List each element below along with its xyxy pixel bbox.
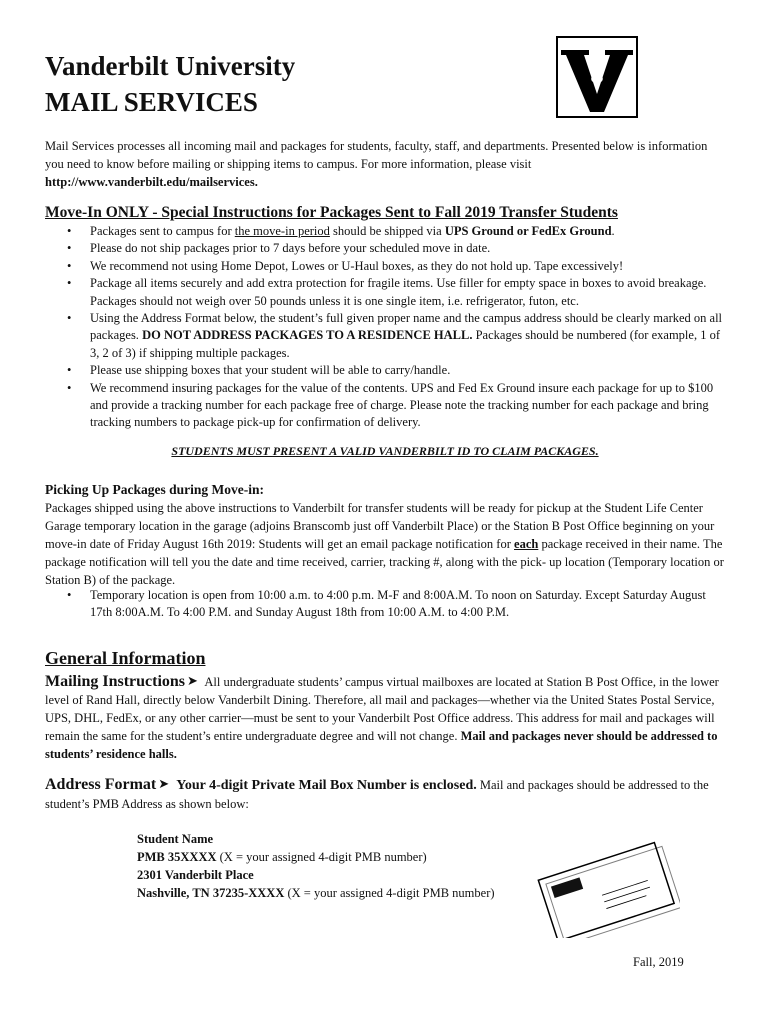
addr-pmb: PMB 35XXXX <box>137 850 217 864</box>
list-item: • Please do not ship packages prior to 7 days before your scheduled move in date. <box>45 240 725 257</box>
b1-bold: UPS Ground or FedEx Ground <box>444 224 612 238</box>
pickup-post: package received in their name. The package notification will tell you the date and time received, carrier, tracking #, along with the pick- up location (Temporary location or Station B) of the package. <box>45 537 724 587</box>
list-item: • We recommend not using Home Depot, Lowes or U-Haul boxes, as they do not hold up. Tape excessively! <box>45 258 725 275</box>
vanderbilt-v-logo-icon <box>556 36 638 118</box>
move-in-list <box>45 223 725 432</box>
addr-name: Student Name <box>137 832 214 846</box>
move-in-heading: Move-In ONLY - Special Instructions for Packages Sent to Fall 2019 Transfer Students <box>45 204 618 221</box>
list-item: • Temporary location is open from 10:00 a.m. to 4:00 p.m. M-F and 8:00A.M. To noon on Saturday. Except Saturday August 17th 8:00A.M. To 4:00 P.M. and Sunday August 18th from 10:00 A.M. to 4:00 P.M. <box>45 587 725 622</box>
b1-underline: the move-in period <box>234 224 330 238</box>
footer-date: Fall, 2019 <box>633 955 684 969</box>
address-block <box>137 830 495 902</box>
addr-city-note: (X = your assigned 4-digit PMB number) <box>284 886 495 900</box>
page-subtitle: MAIL SERVICES <box>45 87 258 117</box>
list-item: • Please use shipping boxes that your student will be able to carry/handle. <box>45 362 725 379</box>
mailing-heading: Mailing Instructions <box>45 673 186 690</box>
addr-city: Nashville, TN 37235-XXXX <box>137 886 285 900</box>
page-title: Vanderbilt University <box>45 51 296 81</box>
mail-services-link[interactable]: http://www.vanderbilt.edu/mailservices <box>45 175 255 189</box>
mailing-bold: Mail and packages never should be addressed to students’ residence halls. <box>45 729 718 761</box>
pickup-pre: Packages shipped using the above instructions to Vanderbilt for transfer students will be ready for pickup at the Student Life Center Garage temporary location in the garage (adjoins Branscomb just off Vanderbilt Place) or the Station B Post Office beginning on your move-in date of Friday August 16th 2019: Students will get an email package notification for <box>45 501 715 551</box>
b1-mid: should be shipped via <box>329 224 445 238</box>
b5-pre: Using the Address Format below, the student’s full given proper name and the campus address should be clearly marked on all packages. <box>90 311 723 343</box>
list-item: • We recommend insuring packages for the value of the contents. UPS and Fed Ex Ground insure each package for up to $100 and provide a tracking number for each package free of charge. Please note the tracking number for each package and bring tracking numbers to package pick-up for confirmation of delivery. <box>45 380 725 432</box>
address-text: Mail and packages should be addressed to the student’s PMB Address as shown below: <box>45 778 709 811</box>
arrow-right-icon: ➤ <box>187 673 198 688</box>
id-notice: STUDENTS MUST PRESENT A VALID VANDERBILT ID TO CLAIM PACKAGES. <box>171 444 599 458</box>
pickup-list <box>45 587 725 622</box>
intro-text: Mail Services processes all incoming mail and packages for students, faculty, staff, and departments. Presented below is information you need to know before mailing or shipping items to campus. For more information, please visit <box>45 139 708 171</box>
address-sub: Your 4-digit Private Mail Box Number is enclosed. <box>176 778 477 793</box>
envelope-icon <box>530 838 680 938</box>
arrow-right-icon: ➤ <box>158 776 170 791</box>
address-heading: Address Format <box>45 776 157 793</box>
pickup-heading: Picking Up Packages during Move-in: <box>45 482 265 497</box>
list-item <box>45 310 725 362</box>
addr-street: 2301 Vanderbilt Place <box>137 868 254 882</box>
b1-pre: Packages sent to campus for <box>90 224 235 238</box>
general-heading: General Information <box>45 648 206 668</box>
mailing-paragraph <box>45 672 725 763</box>
list-item: • Package all items securely and add extra protection for fragile items. Use filler for empty space in boxes to avoid breakage. Packages should not weigh over 50 pounds unless it is one single item, i.e. refrigerator, futon, etc. <box>45 275 725 310</box>
pickup-paragraph <box>45 499 725 589</box>
intro-paragraph <box>45 137 725 191</box>
b1-post: . <box>611 224 615 238</box>
mailing-text: All undergraduate students’ campus virtual mailboxes are located at Station B Post Office, in the lower level of Rand Hall, directly below Vanderbilt Dining. Therefore, all mail and packages—whether via the United States Postal Service, UPS, DHL, FedEx, or any other carrier—must be sent to your Vanderbilt Post Office address. This address for mail and packages will remain the same for the student’s entire undergraduate degree and will not change. <box>45 675 719 743</box>
list-item <box>45 223 725 240</box>
pickup-each: each <box>514 537 539 551</box>
b5-bold: DO NOT ADDRESS PACKAGES TO A RESIDENCE HALL. <box>142 328 473 343</box>
addr-pmb-note: (X = your assigned 4-digit PMB number) <box>216 850 427 864</box>
address-paragraph <box>45 775 725 813</box>
intro-period: . <box>254 175 258 189</box>
b5-post: Packages should be numbered (for example, 1 of 3, 2 of 3) if shipping multiple packages. <box>90 328 720 360</box>
